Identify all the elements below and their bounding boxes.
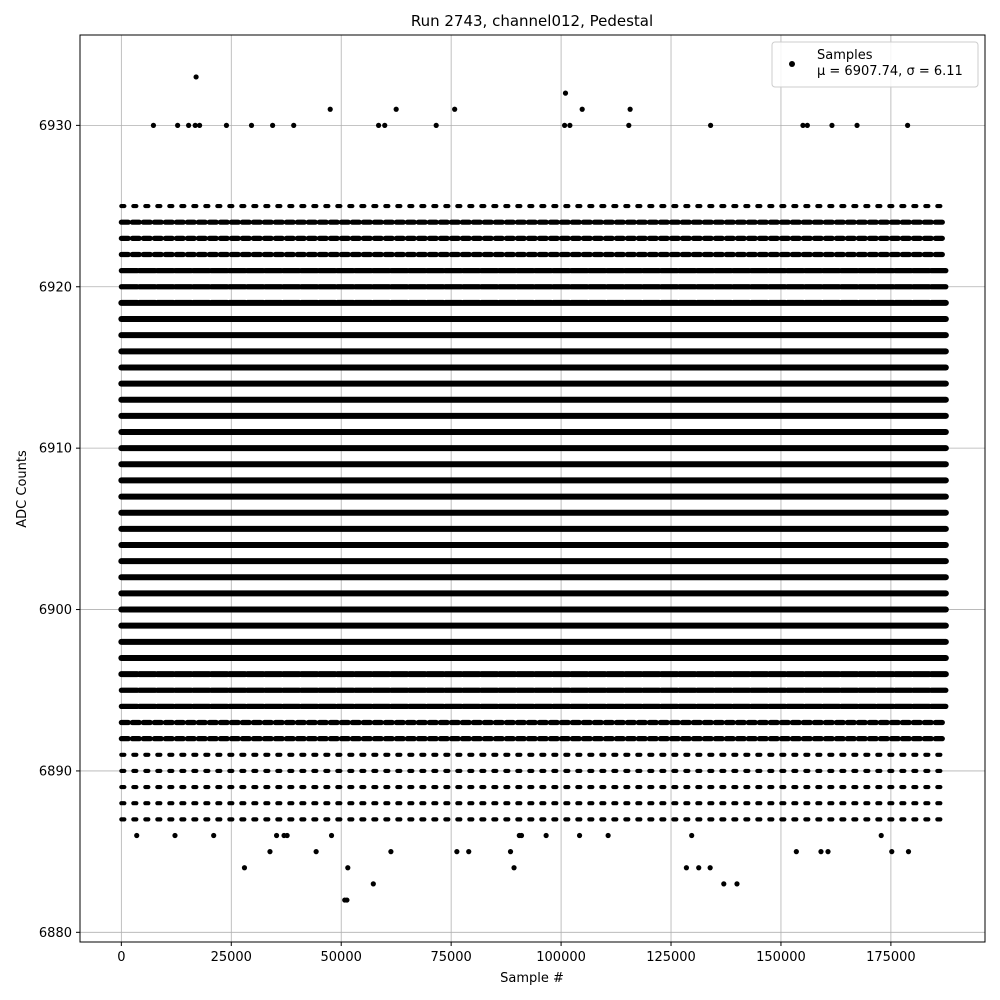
x-tick-label: 50000: [320, 950, 362, 965]
legend-series-name: Samples: [817, 48, 873, 63]
x-tick-label: 150000: [756, 950, 806, 965]
sample-point: [345, 865, 350, 870]
sample-point: [267, 849, 272, 854]
sample-point: [270, 123, 275, 128]
sample-point: [186, 123, 191, 128]
sample-point: [388, 849, 393, 854]
y-tick-label: 6900: [38, 603, 72, 619]
sample-point: [344, 897, 349, 902]
y-tick-label: 6920: [38, 280, 72, 296]
sample-point: [794, 849, 799, 854]
sample-point: [249, 123, 254, 128]
x-tick-label: 175000: [866, 950, 916, 965]
sample-point: [454, 849, 459, 854]
x-tick-label: 125000: [646, 950, 696, 965]
sample-point: [291, 123, 296, 128]
sample-point: [274, 833, 279, 838]
sample-point: [285, 833, 290, 838]
sample-point: [854, 123, 859, 128]
sample-point: [626, 123, 631, 128]
sample-point: [508, 849, 513, 854]
sample-point: [211, 833, 216, 838]
sample-point: [906, 849, 911, 854]
sample-point: [329, 833, 334, 838]
x-tick-label: 75000: [430, 950, 472, 965]
y-axis-label: ADC Counts: [15, 450, 30, 528]
y-tick-label: 6910: [38, 441, 72, 457]
sample-point: [519, 833, 524, 838]
sample-point: [829, 123, 834, 128]
sample-point: [193, 74, 198, 79]
sample-point: [224, 123, 229, 128]
legend: [772, 42, 978, 87]
sample-point: [314, 849, 319, 854]
sample-point: [434, 123, 439, 128]
y-tick-label: 6880: [38, 925, 72, 941]
sample-point: [563, 90, 568, 95]
x-tick-label: 100000: [536, 950, 586, 965]
sample-point: [376, 123, 381, 128]
y-tick-label: 6890: [38, 764, 72, 780]
sample-point: [394, 107, 399, 112]
sample-point: [689, 833, 694, 838]
sample-point: [696, 865, 701, 870]
sample-point: [371, 881, 376, 886]
x-tick-label: 25000: [210, 950, 252, 965]
sample-point: [818, 849, 823, 854]
sample-point: [721, 881, 726, 886]
sample-point: [175, 123, 180, 128]
sample-point: [879, 833, 884, 838]
x-tick-label: 0: [117, 950, 126, 965]
sample-point: [151, 123, 156, 128]
sample-point: [889, 849, 894, 854]
sample-point: [242, 865, 247, 870]
sample-point: [562, 123, 567, 128]
sample-point: [805, 123, 810, 128]
sample-point: [708, 865, 713, 870]
sample-point: [511, 865, 516, 870]
sample-point: [580, 107, 585, 112]
legend-stats-label: μ = 6907.74, σ = 6.11: [817, 64, 963, 79]
y-tick-label: 6930: [38, 118, 72, 134]
sample-point: [567, 123, 572, 128]
sample-point: [628, 107, 633, 112]
sample-point: [466, 849, 471, 854]
sample-point: [134, 833, 139, 838]
sample-point: [382, 123, 387, 128]
sample-point: [684, 865, 689, 870]
chart-title: Run 2743, channel012, Pedestal: [410, 12, 654, 30]
sample-point: [452, 107, 457, 112]
legend-marker: [789, 61, 795, 67]
sample-point: [708, 123, 713, 128]
sample-point: [197, 123, 202, 128]
sample-point: [734, 881, 739, 886]
x-axis-label: Sample #: [500, 971, 564, 986]
sample-point: [905, 123, 910, 128]
sample-point: [577, 833, 582, 838]
sample-point: [544, 833, 549, 838]
sample-point: [172, 833, 177, 838]
sample-point: [825, 849, 830, 854]
sample-point: [606, 833, 611, 838]
sample-point: [328, 107, 333, 112]
